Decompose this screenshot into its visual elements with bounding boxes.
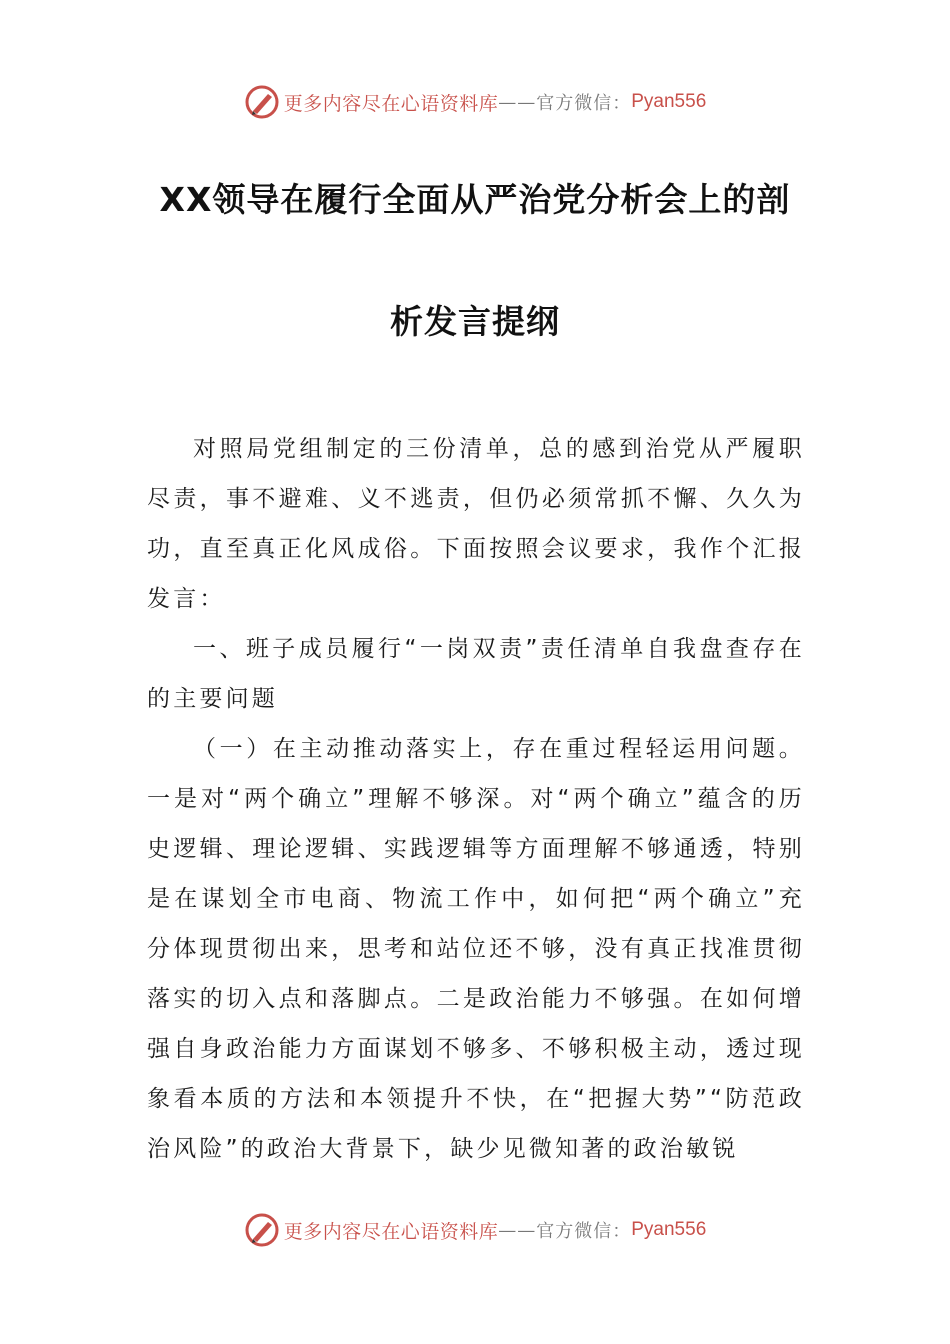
- watermark-wechat-label: 官方微信：: [536, 1221, 632, 1242]
- watermark-text: 更多内容尽在心语资料库: [283, 92, 499, 115]
- watermark-dash: ——: [498, 91, 537, 113]
- watermark-text: 更多内容尽在心语资料库: [283, 1220, 499, 1243]
- document-title-line2: 析发言提纲: [390, 302, 560, 341]
- watermark-wechat-id: Pyan556: [631, 91, 707, 112]
- document-body: [147, 424, 805, 1174]
- footer-watermark: [0, 1210, 950, 1250]
- watermark-wechat-id: Pyan556: [631, 1219, 707, 1240]
- pen-logo-icon: [244, 84, 280, 120]
- paragraph-subsection-1: （一）在主动推动落实上，存在重过程轻运用问题。一是对“两个确立”理解不够深。对“两个确立”蕴含的历史逻辑、理论逻辑、实践逻辑等方面理解不够通透，特别是在谋划全市电商、物流工作中，如何把“两个确立”充分体现贯彻出来，思考和站位还不够，没有真正找准贯彻落实的切入点和落脚点。二是政治能力不够强。在如何增强自身政治能力方面谋划不够多、不够积极主动，透过现象看本质的方法和本领提升不快，在“把握大势”“防范政治风险”的政治大背景下，缺少见微知著的政治敏锐: [147, 736, 805, 1162]
- paragraph-intro: 对照局党组制定的三份清单，总的感到治党从严履职尽责，事不避难、义不逃责，但仍必须常抓不懈、久久为功，直至真正化风成俗。下面按照会议要求，我作个汇报发言：: [147, 436, 805, 612]
- watermark-dash: ——: [498, 1219, 537, 1241]
- document-title-line1: XX领导在履行全面从严治党分析会上的剖: [159, 180, 791, 219]
- pen-logo-icon: [244, 1212, 280, 1248]
- paragraph-section-heading: 一、班子成员履行“一岗双责”责任清单自我盘查存在的主要问题: [147, 636, 805, 712]
- header-watermark: [0, 82, 950, 122]
- watermark-wechat-label: 官方微信：: [536, 93, 632, 114]
